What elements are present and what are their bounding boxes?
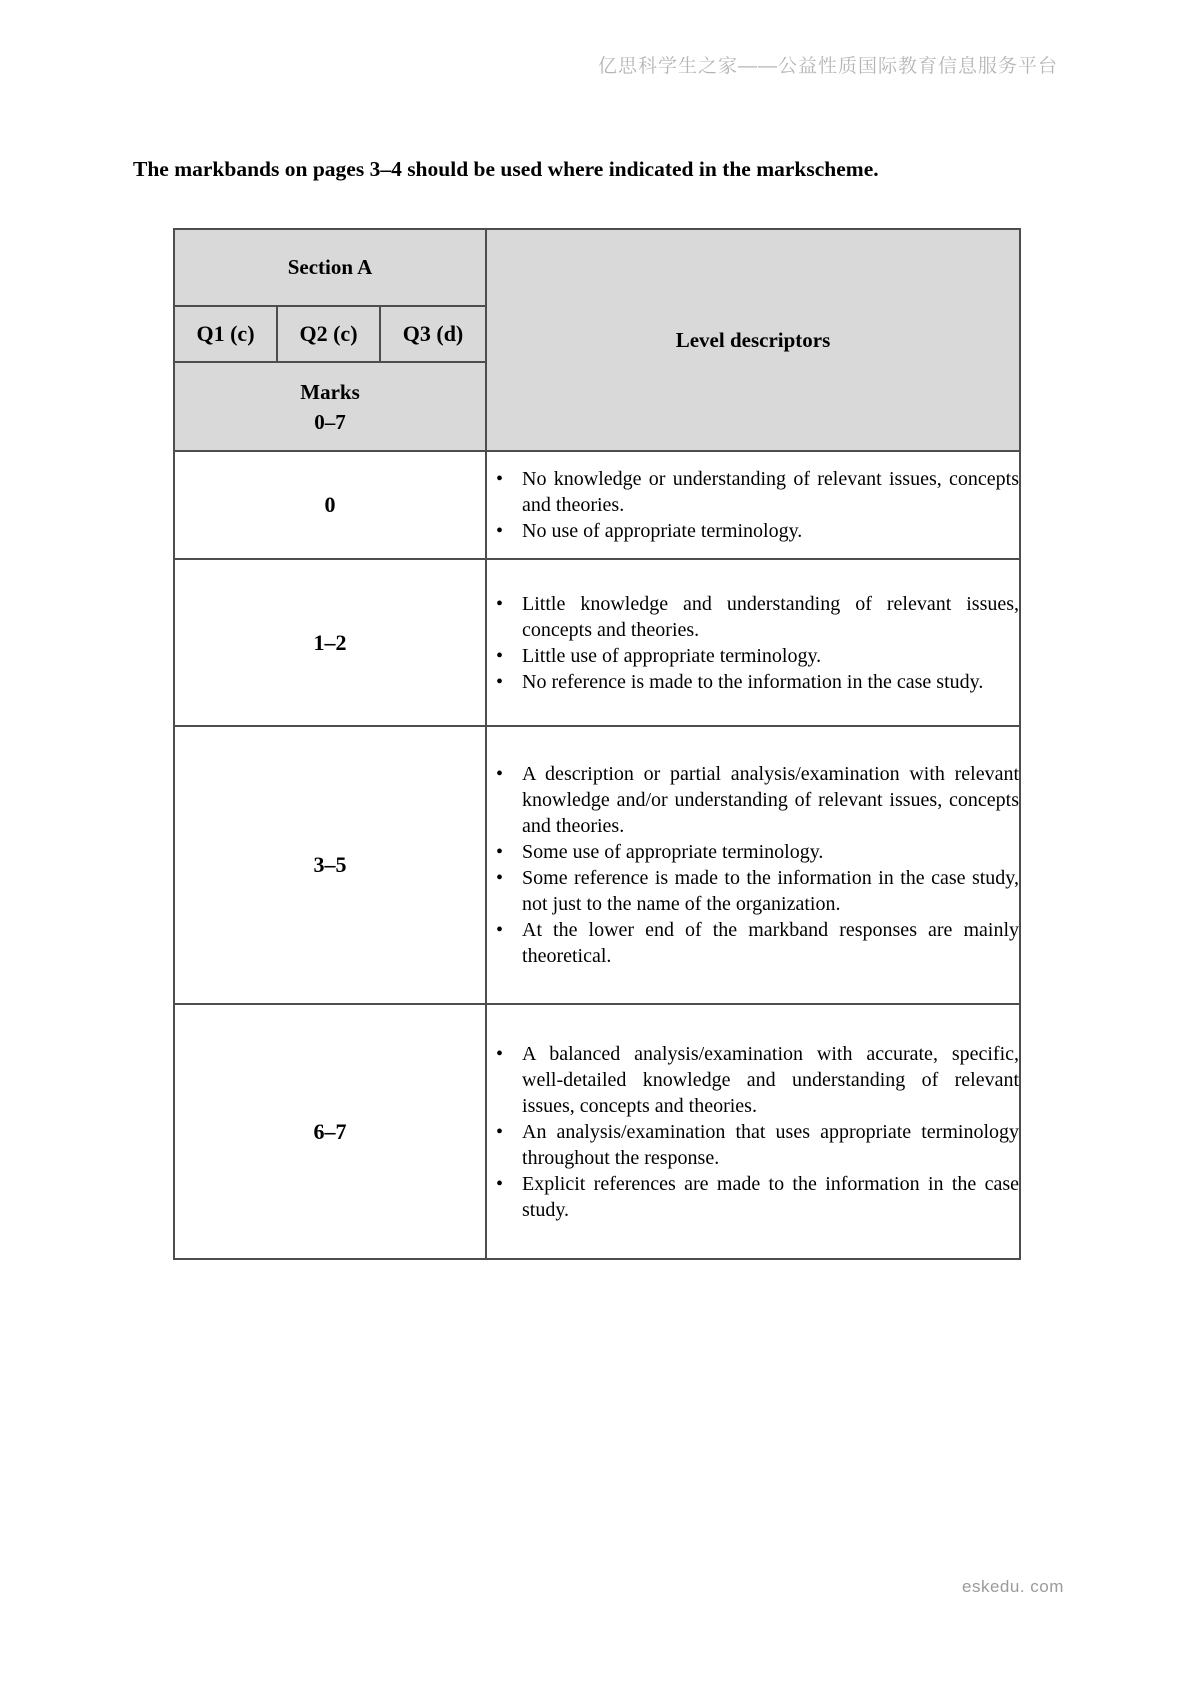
marks-value: 3–5 <box>174 726 486 1004</box>
descriptor-bullet: • A balanced analysis/examination with accurate, specific, well-detailed knowledge and understanding of relevant issues, concepts and theories. <box>487 1041 1019 1119</box>
descriptor-bullet: • Explicit references are made to the information in the case study. <box>487 1171 1019 1223</box>
markband-row-1-2 <box>174 559 1020 726</box>
marks-header-cell <box>174 362 486 451</box>
question-col-q1c: Q1 (c) <box>174 306 277 362</box>
descriptor-bullet: • No use of appropriate terminology. <box>487 518 1019 544</box>
descriptor-cell <box>486 1004 1020 1259</box>
descriptor-bullet: • A description or partial analysis/examination with relevant knowledge and/or understanding of relevant issues, concepts and theories. <box>487 761 1019 839</box>
marks-value: 0 <box>174 451 486 559</box>
descriptor-bullet: • At the lower end of the markband responses are mainly theoretical. <box>487 917 1019 969</box>
page-title: The markbands on pages 3–4 should be used where indicated in the markscheme. <box>133 157 879 181</box>
marks-label: Marks <box>300 379 360 404</box>
descriptor-bullet: • No knowledge or understanding of relevant issues, concepts and theories. <box>487 466 1019 518</box>
markband-table <box>173 228 1021 1260</box>
question-col-q2c: Q2 (c) <box>277 306 380 362</box>
header-watermark: 亿思科学生之家——公益性质国际教育信息服务平台 <box>598 56 1059 77</box>
marks-value: 6–7 <box>174 1004 486 1259</box>
descriptor-bullet: • An analysis/examination that uses appropriate terminology throughout the response. <box>487 1119 1019 1171</box>
marks-range: 0–7 <box>314 409 346 434</box>
section-a-header-cell: Section A <box>174 229 486 306</box>
marks-value: 1–2 <box>174 559 486 726</box>
descriptor-bullet: • Some reference is made to the information in the case study, not just to the name of the organization. <box>487 865 1019 917</box>
descriptor-bullet: • Little use of appropriate terminology. <box>487 643 1019 669</box>
descriptor-cell <box>486 451 1020 559</box>
descriptor-bullet: • No reference is made to the information in the case study. <box>487 669 1019 695</box>
markband-row-6-7 <box>174 1004 1020 1259</box>
markband-row-3-5 <box>174 726 1020 1004</box>
markband-row-0 <box>174 451 1020 559</box>
footer-watermark: eskedu. com <box>962 1577 1064 1596</box>
descriptor-cell <box>486 726 1020 1004</box>
level-descriptors-header-cell: Level descriptors <box>486 229 1020 451</box>
descriptor-cell <box>486 559 1020 726</box>
descriptor-bullet: • Little knowledge and understanding of relevant issues, concepts and theories. <box>487 591 1019 643</box>
question-col-q3d: Q3 (d) <box>380 306 486 362</box>
section-header-row <box>174 229 1020 306</box>
descriptor-bullet: • Some use of appropriate terminology. <box>487 839 1019 865</box>
